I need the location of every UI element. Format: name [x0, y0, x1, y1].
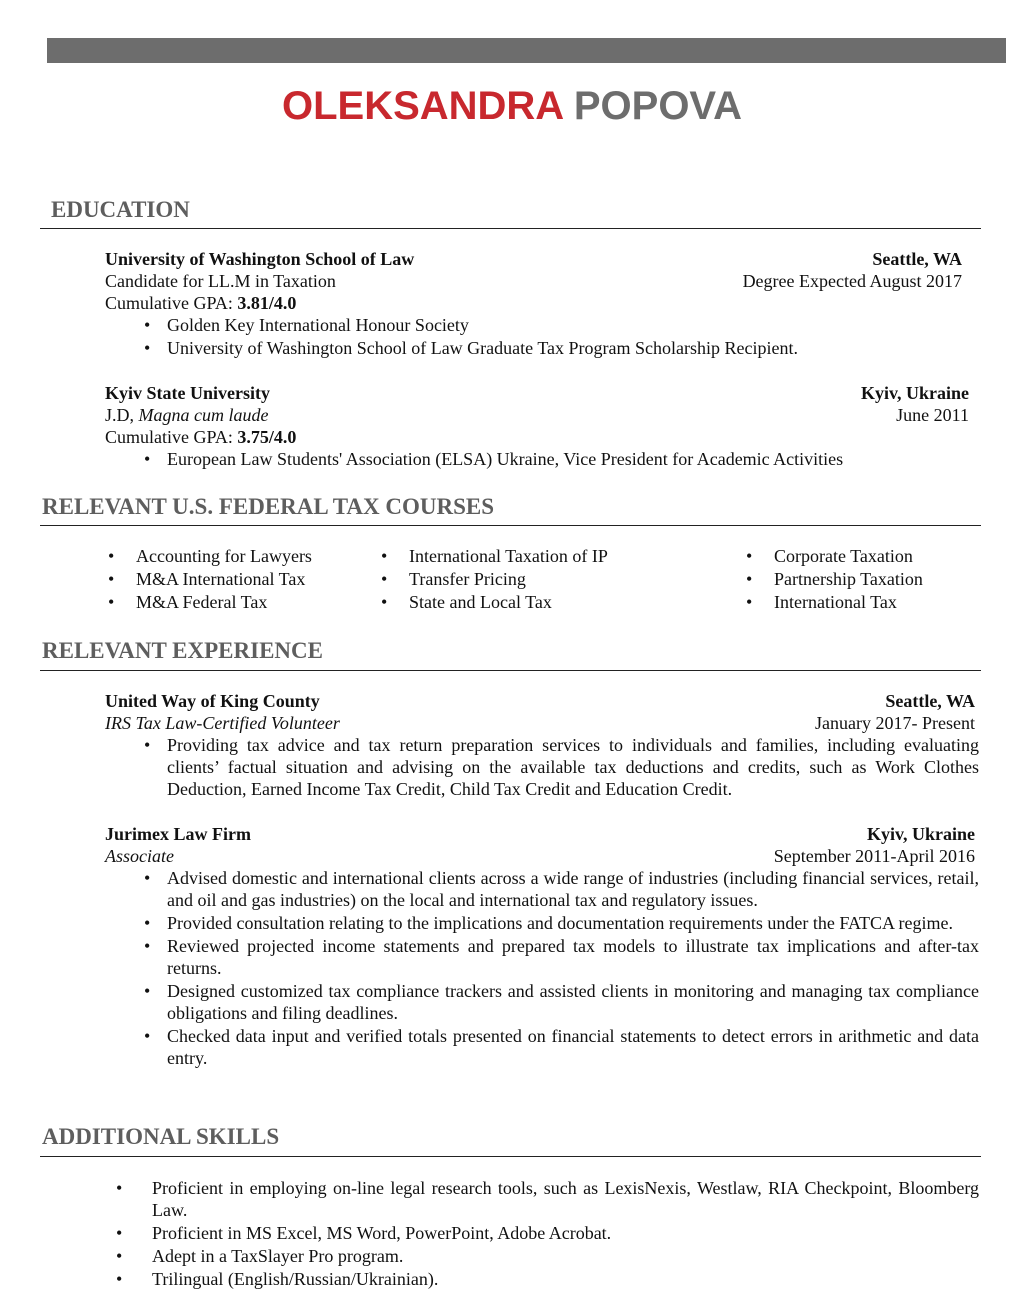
section-title-education: EDUCATION	[51, 197, 190, 222]
organization-location: Seattle, WA	[885, 691, 975, 711]
list-item: • International Taxation of IP	[409, 545, 608, 568]
list-item: • Reviewed projected income statements and prepared tax models to illustrate tax implications and after-tax returns.	[167, 935, 979, 979]
job-date: January 2017- Present	[815, 713, 975, 733]
list-item: • Trilingual (English/Russian/Ukrainian).	[152, 1268, 979, 1290]
degree-date: June 2011	[896, 405, 969, 425]
job-role: Associate	[105, 846, 174, 866]
section-divider	[40, 1156, 981, 1157]
gpa: Cumulative GPA: 3.81/4.0	[105, 293, 297, 313]
organization-location: Kyiv, Ukraine	[866, 824, 975, 844]
list-item: • Providing tax advice and tax return preparation services to individuals and families, including evaluating clients’ factual situation and advising on the available tax deductions and credits, such as Work Clothes Deduction, Earned Income Tax Credit, Child Tax Credit and Education Credit.	[167, 734, 979, 800]
degree-date: Degree Expected August 2017	[742, 271, 962, 291]
list-item: • University of Washington School of Law Graduate Tax Program Scholarship Recipient.	[167, 337, 962, 360]
degree: Candidate for LL.M in Taxation	[105, 271, 336, 291]
list-item: • Proficient in employing on-line legal research tools, such as LexisNexis, Westlaw, RIA Checkpoint, Bloomberg Law.	[152, 1177, 979, 1221]
section-divider	[40, 525, 981, 526]
first-name: OLEKSANDRA	[281, 84, 563, 128]
resume-name	[0, 82, 1024, 130]
list-item: • M&A International Tax	[136, 568, 312, 591]
list-item: • Accounting for Lawyers	[136, 545, 312, 568]
organization-name: United Way of King County	[105, 691, 320, 711]
experience-entry	[105, 823, 979, 1070]
list-item: • State and Local Tax	[409, 591, 608, 614]
school-location: Seattle, WA	[872, 249, 962, 269]
education-bullets	[167, 448, 969, 471]
skills-list	[152, 1177, 979, 1291]
last-name: POPOVA	[573, 84, 743, 128]
experience-bullets	[167, 867, 979, 1069]
organization-name: Jurimex Law Firm	[105, 824, 251, 844]
list-item: • M&A Federal Tax	[136, 591, 312, 614]
list-item: • Advised domestic and international clients across a wide range of industries (including financial services, retail, and oil and gas industries) on the local and international tax and regulatory issues.	[167, 867, 979, 911]
list-item: • Golden Key International Honour Society	[167, 314, 962, 337]
courses-column	[409, 545, 608, 614]
education-entry	[105, 248, 962, 360]
job-date: September 2011-April 2016	[773, 846, 975, 866]
courses-column	[136, 545, 312, 614]
job-role: IRS Tax Law-Certified Volunteer	[105, 713, 340, 733]
school-name: Kyiv State University	[105, 383, 270, 403]
experience-bullets	[167, 734, 979, 800]
section-divider	[40, 228, 981, 229]
list-item: • Corporate Taxation	[774, 545, 923, 568]
education-bullets	[167, 314, 962, 360]
section-title-courses: RELEVANT U.S. FEDERAL TAX COURSES	[42, 494, 495, 519]
education-entry	[105, 382, 969, 471]
school-name: University of Washington School of Law	[105, 249, 415, 269]
list-item: • European Law Students' Association (ELSA) Ukraine, Vice President for Academic Activities	[167, 448, 969, 471]
list-item: • Adept in a TaxSlayer Pro program.	[152, 1245, 979, 1267]
courses-column	[774, 545, 923, 614]
list-item: • Designed customized tax compliance trackers and assisted clients in monitoring and managing tax compliance obligations and filing deadlines.	[167, 980, 979, 1024]
list-item: • Provided consultation relating to the implications and documentation requirements under the FATCA regime.	[167, 912, 979, 934]
list-item: • Transfer Pricing	[409, 568, 608, 591]
list-item: • Partnership Taxation	[774, 568, 923, 591]
experience-entry	[105, 690, 979, 801]
school-location: Kyiv, Ukraine	[860, 383, 969, 403]
list-item: • Proficient in MS Excel, MS Word, PowerPoint, Adobe Acrobat.	[152, 1222, 979, 1244]
list-item: • Checked data input and verified totals presented on financial statements to detect errors in arithmetic and data entry.	[167, 1025, 979, 1069]
degree: J.D, Magna cum laude	[105, 405, 269, 425]
list-item: • International Tax	[774, 591, 923, 614]
section-divider	[40, 670, 981, 671]
header-bar	[47, 38, 1006, 63]
section-title-skills: ADDITIONAL SKILLS	[42, 1124, 280, 1149]
section-title-experience: RELEVANT EXPERIENCE	[42, 638, 323, 663]
gpa: Cumulative GPA: 3.75/4.0	[105, 427, 297, 447]
